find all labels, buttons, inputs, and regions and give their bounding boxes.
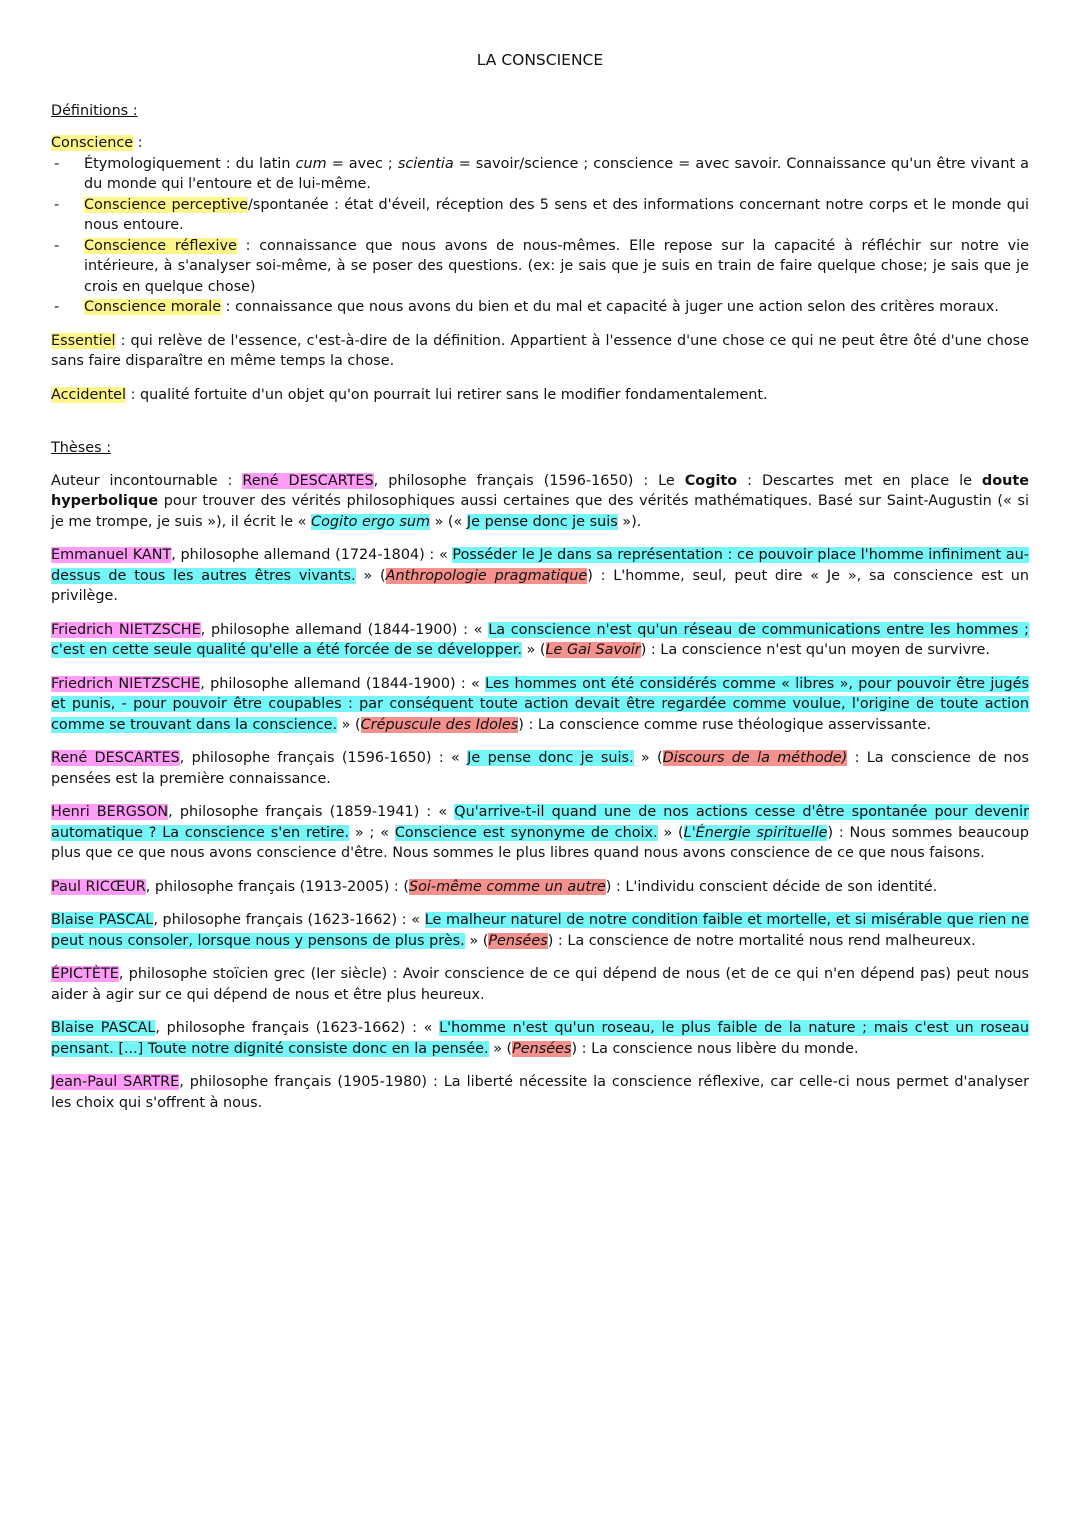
thesis-descartes-2: René DESCARTES, philosophe français (1596-1650) : « Je pense donc je suis. » (Discours de la méthode) : La conscience de nos pensées est la première connaissance. (51, 750, 1029, 787)
book-title: Pensées (488, 932, 548, 949)
thesis-epictete: ÉPICTÈTE, philosophe stoïcien grec (Ier siècle) : Avoir conscience de ce qui dépend de nous (et de ce qui n'en dépend pas) peut nous aider à agir sur ce qui dépend de nous et être plus heureux. (51, 966, 1029, 1003)
thesis-kant: Emmanuel KANT, philosophe allemand (1724-1804) : « Posséder le Je dans sa représentation : ce pouvoir place l'homme infiniment au-dessus de tous les autres êtres vivants. » (Anthropologie pragmatique) : L'homme, seul, peut dire « Je », sa conscience est un privilège. (51, 547, 1029, 604)
book-title: Anthropologie pragmatique (385, 567, 588, 584)
thesis-sartre: Jean-Paul SARTRE, philosophe français (1905-1980) : La liberté nécessite la conscience réflexive, car celle-ci nous permet d'analyser les choix qui s'offrent à nous. (51, 1074, 1029, 1111)
book-title: L'Énergie spirituelle (683, 824, 828, 841)
thesis-nietzsche-1: Friedrich NIETZSCHE, philosophe allemand (1844-1900) : « La conscience n'est qu'un réseau de communications entre les hommes ; c'est en cette seule qualité qu'elle a été forcée de se développer. » (Le Gai Savoir) : La conscience n'est qu'un moyen de survivre. (51, 621, 1029, 658)
definition-term: Conscience morale (84, 299, 222, 315)
author-name: Henri BERGSON (51, 804, 169, 820)
quote: Les hommes ont été considérés comme « libres », pour pouvoir être jugés et punis, - pour pouvoir être coupables : par conséquent toute action devait être regardée comme voulue, l'origine de toute action comme se trouvant dans la conscience. (51, 675, 1029, 733)
author-name: Friedrich NIETZSCHE (51, 621, 201, 638)
author-name: Jean-Paul SARTRE (51, 1074, 180, 1090)
thesis-pascal-2: Blaise PASCAL, philosophe français (1623-1662) : « L'homme n'est qu'un roseau, le plus faible de la nature ; mais c'est un roseau pensant. [...] Toute notre dignité consiste donc en la pensée. » (Pensées) : La conscience nous libère du monde. (51, 1020, 1029, 1057)
quote: Le malheur naturel de notre condition faible et mortelle, et si misérable que rien ne peut nous consoler, lorsque nous y pensons de plus près. (51, 912, 1029, 949)
quote: L'homme n'est qu'un roseau, le plus faible de la nature ; mais c'est un roseau pensant. [...] Toute notre dignité consiste donc en la pensée. (51, 1020, 1029, 1057)
list-item: - Étymologiquement : du latin cum = avec ; scientia = savoir/science ; conscience = avec savoir. Connaissance qu'un être vivant a du monde qui l'entoure et de lui-même. (51, 154, 1029, 195)
book-title: Soi-même comme un autre (408, 878, 606, 895)
quote: Conscience est synonyme de choix. (394, 824, 658, 841)
theses-heading: Thèses : (51, 440, 112, 456)
definition-term: Conscience réflexive (84, 237, 237, 254)
book-title: Crépuscule des Idoles (360, 716, 519, 733)
author-name: Paul RICŒUR (51, 878, 146, 895)
thesis-descartes-cogito: Auteur incontournable : René DESCARTES, philosophe français (1596-1650) : Le Cogito : Descartes met en place le doute hyperbolique pour trouver des vérités philosophiques aussi certaines que des vérités mathématiques. Basé sur Saint-Augustin (« si je me trompe, je suis »), il écrit le « Cogito ergo sum » (« Je pense donc je suis »). (51, 472, 1029, 530)
author-name: René DESCARTES (242, 472, 374, 489)
author-name: Blaise PASCAL (51, 912, 154, 928)
list-item: - Conscience perceptive/spontanée : état d'éveil, réception des 5 sens et des informations concernant notre corps et le monde qui nous entoure. (51, 195, 1029, 236)
page-title: LA CONSCIENCE (476, 51, 604, 69)
author-name: Emmanuel KANT (51, 547, 172, 563)
author-name: Friedrich NIETZSCHE (51, 675, 201, 692)
quote: Posséder le Je dans sa représentation : ce pouvoir place l'homme infiniment au-dessus de tous les autres êtres vivants. (51, 547, 1029, 584)
definition-term: Conscience perceptive (84, 196, 248, 213)
book-title: Pensées (512, 1040, 572, 1057)
conscience-term: Conscience : (51, 135, 143, 151)
author-name: René DESCARTES (51, 750, 180, 766)
thesis-ricoeur: Paul RICŒUR, philosophe français (1913-2005) : (Soi-même comme un autre) : L'individu conscient décide de son identité. (51, 878, 938, 895)
quote: La conscience n'est qu'un réseau de communications entre les hommes ; c'est en cette seule qualité qu'elle a été forcée de se développer. (51, 621, 1029, 658)
document-page (51, 50, 1029, 1126)
book-title: Discours de la méthode) (662, 750, 848, 766)
conscience-label: Conscience (51, 135, 134, 151)
list-item: - Conscience morale : connaissance que nous avons du bien et du mal et capacité à juger une action selon des critères moraux. (51, 297, 1029, 318)
book-title: Le Gai Savoir (545, 642, 641, 658)
author-name: Blaise PASCAL (51, 1020, 156, 1036)
essentiel-label: Essentiel (51, 332, 116, 349)
accidentel-definition: Accidentel : qualité fortuite d'un objet qu'on pourrait lui retirer sans le modifier fondamentalement. (51, 386, 768, 403)
essentiel-definition: Essentiel : qui relève de l'essence, c'est-à-dire de la définition. Appartient à l'essence d'une chose ce qui ne peut être ôté d'une chose sans faire disparaître en même temps la chose. (51, 332, 1029, 369)
thesis-pascal-1: Blaise PASCAL, philosophe français (1623-1662) : « Le malheur naturel de notre condition faible et mortelle, et si misérable que rien ne peut nous consoler, lorsque nous y pensons de plus près. » (Pensées) : La conscience de notre mortalité nous rend malheureux. (51, 912, 1029, 949)
quote: Je pense donc je suis. (467, 750, 634, 766)
thesis-nietzsche-2: Friedrich NIETZSCHE, philosophe allemand (1844-1900) : « Les hommes ont été considérés comme « libres », pour pouvoir être jugés et punis, - pour pouvoir être coupables : par conséquent toute action devait être regardée comme voulue, l'origine de toute action comme se trouvant dans la conscience. » (Crépuscule des Idoles) : La conscience comme ruse théologique asservissante. (51, 675, 1029, 733)
accidentel-label: Accidentel (51, 386, 127, 403)
author-name: ÉPICTÈTE (51, 966, 119, 982)
conscience-definition-list (51, 154, 1029, 318)
definitions-heading: Définitions : (51, 102, 138, 119)
list-item: - Conscience réflexive : connaissance que nous avons de nous-mêmes. Elle repose sur la capacité à réfléchir sur notre vie intérieure, à s'analyser soi-même, à se poser des questions. (ex: je sais que je suis en train de faire quelque chose; je sais que je crois en quelque chose) (51, 236, 1029, 298)
quote: Qu'arrive-t-il quand une de nos actions cesse d'être spontanée pour devenir automatique ? La conscience s'en retire. (51, 804, 1029, 841)
thesis-bergson: Henri BERGSON, philosophe français (1859-1941) : « Qu'arrive-t-il quand une de nos actions cesse d'être spontanée pour devenir automatique ? La conscience s'en retire. » ; « Conscience est synonyme de choix. » (L'Énergie spirituelle) : Nous sommes beaucoup plus que ce que nous avons conscience d'être. Nous sommes le plus libres quand nous avons conscience de ce que nous faisons. (51, 804, 1029, 861)
